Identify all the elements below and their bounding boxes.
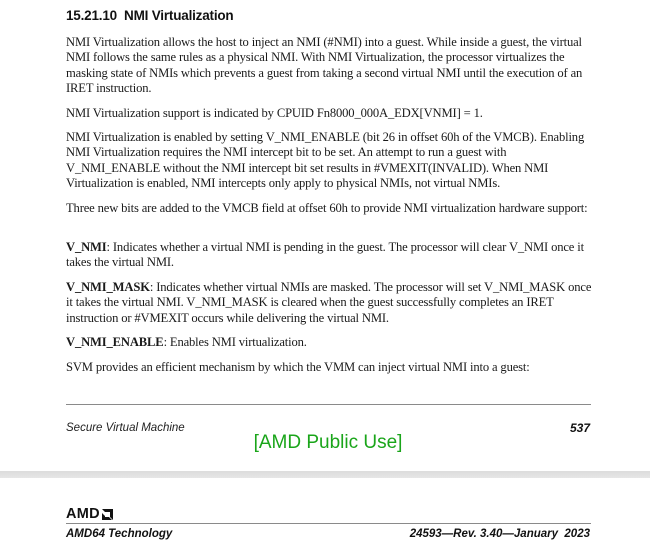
- definition-v-nmi-enable: [66, 335, 596, 350]
- page-separator: [0, 471, 650, 478]
- definition-term: V_NMI_MASK: [66, 280, 150, 294]
- header-rule: [66, 523, 591, 524]
- paragraph-svm-mechanism: SVM provides an efficient mechanism by which the VMM can inject virtual NMI into a guest:: [66, 360, 530, 374]
- definition-text: : Enables NMI virtualization.: [163, 335, 307, 349]
- definition-v-nmi: [66, 240, 596, 271]
- footer-rule: [66, 404, 591, 405]
- amd-arrow-icon: [101, 508, 114, 521]
- footer-chapter-title: Secure Virtual Machine: [66, 422, 185, 434]
- classification-label: [AMD Public Use]: [253, 432, 403, 453]
- definition-term: V_NMI_ENABLE: [66, 335, 164, 349]
- amd-logo-text: AMD: [66, 506, 100, 522]
- page-number: 537: [569, 421, 590, 435]
- document-revision: 24593—Rev. 3.40—January 2023: [409, 528, 590, 540]
- definition-text: : Indicates whether virtual NMIs are masked. The processor will set V_NMI_MASK once it takes the virtual NMI. V_NMI_MASK is cleared when the guest successfully completes an IRET instruction or #VMEXIT occurs while delivering the virtual NMI.: [66, 280, 592, 325]
- amd-logo: [66, 506, 114, 522]
- section-heading: 15.21.10 NMI Virtualization: [66, 8, 234, 23]
- definition-text: : Indicates whether a virtual NMI is pending in the guest. The processor will clear V_NMI once it takes the virtual NMI.: [66, 240, 584, 270]
- paragraph-cpuid-support: NMI Virtualization support is indicated by CPUID Fn8000_000A_EDX[VNMI] = 1.: [66, 106, 483, 120]
- paragraph-intro: NMI Virtualization allows the host to inject an NMI (#NMI) into a guest. While inside a guest, the virtual NMI follows the same rules as a physical NMI. With NMI Virtualization, the processor virtualizes the masking state of NMIs which prevents a guest from taking a second virtual NMI until the execution of an IRET instruction.: [66, 35, 583, 95]
- paragraph-three-bits: Three new bits are added to the VMCB field at offset 60h to provide NMI virtualization hardware support:: [66, 201, 588, 215]
- book-title: AMD64 Technology: [66, 528, 173, 540]
- paragraph-enable: NMI Virtualization is enabled by setting V_NMI_ENABLE (bit 26 in offset 60h of the VMCB). Enabling NMI Virtualization requires the NMI intercept bit to be set. An attempt to run a guest with V_NMI_ENABLE without the NMI intercept bit set results in #VMEXIT(INVALID). When NMI Virtualization is enabled, NMI intercepts only apply to physical NMIs, not virtual NMIs.: [66, 130, 585, 190]
- definition-term: V_NMI: [66, 240, 107, 254]
- definition-v-nmi-mask: [66, 280, 596, 326]
